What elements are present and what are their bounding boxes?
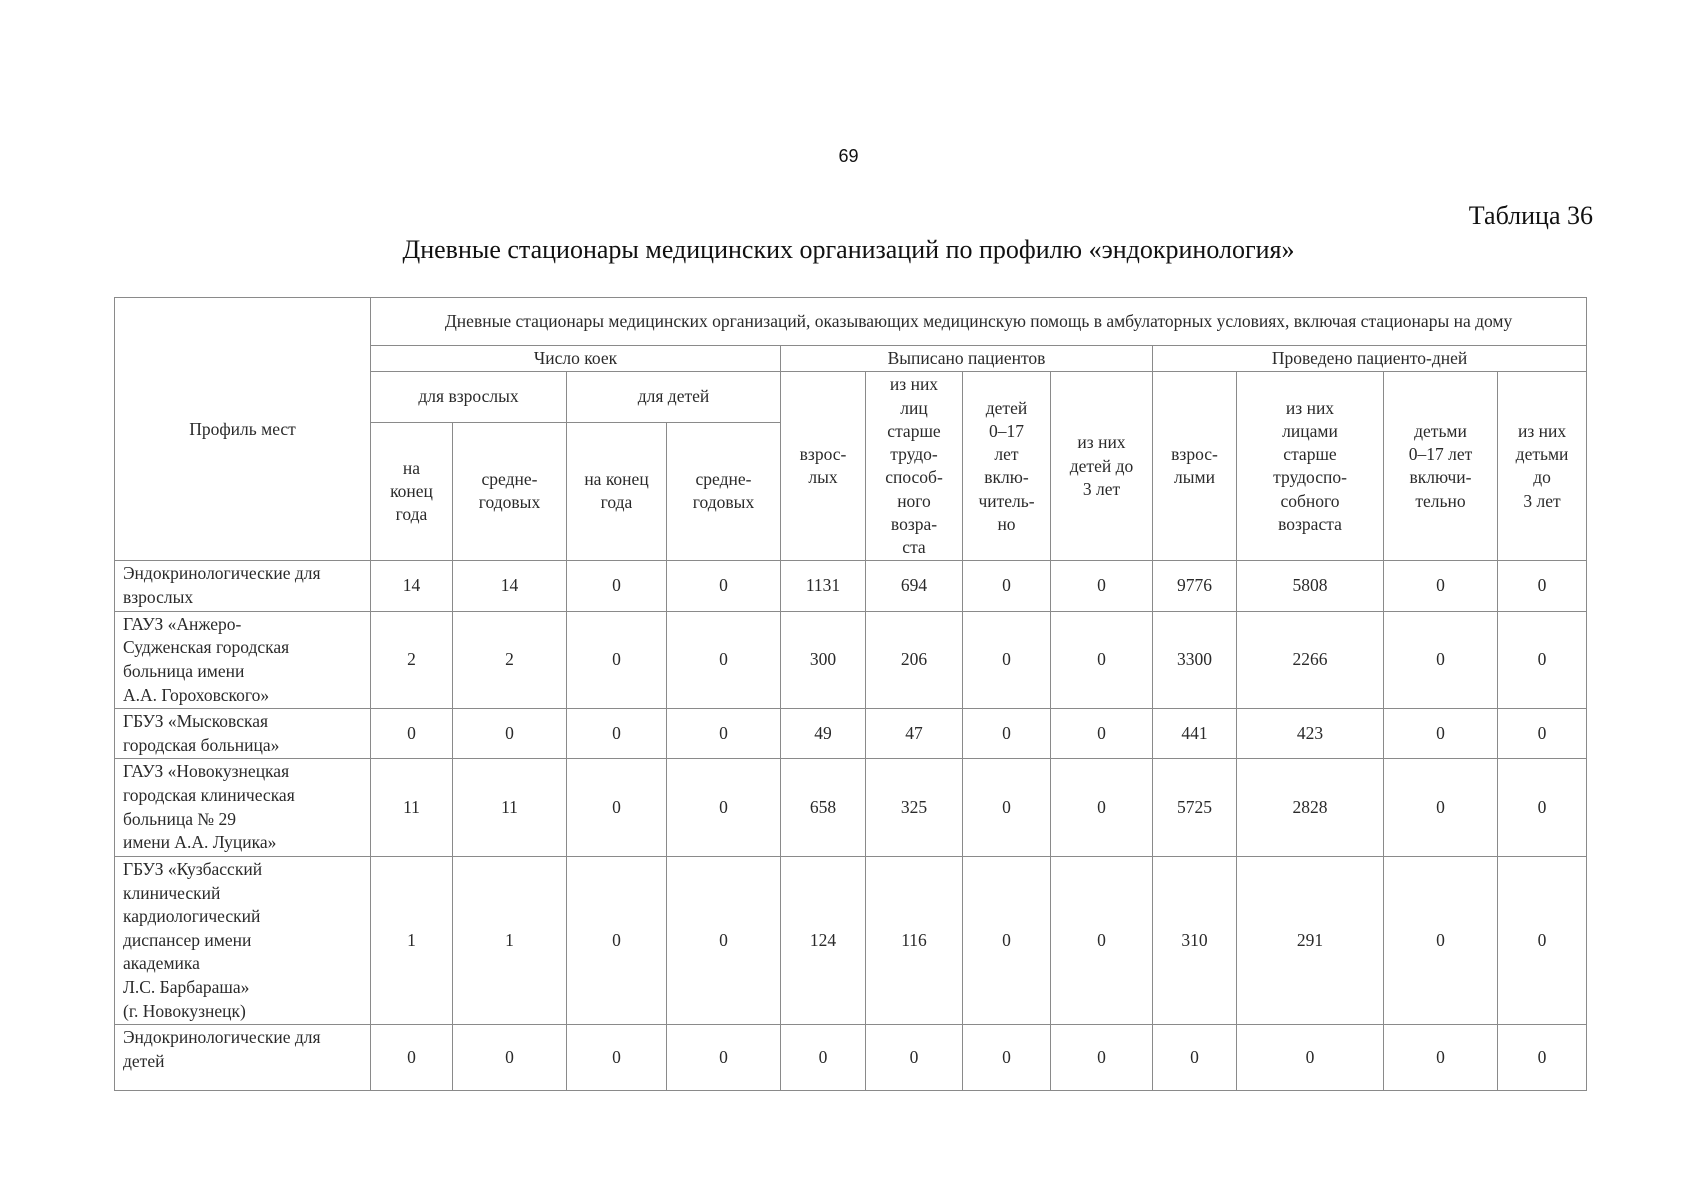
data-table xyxy=(114,297,1587,1091)
header-col-5: взрос- лых xyxy=(781,372,866,561)
row-value-col-1: 14 xyxy=(371,561,453,611)
row-value-col-2: 0 xyxy=(453,709,567,759)
row-value-col-6: 116 xyxy=(866,856,963,1024)
row-value-col-11: 0 xyxy=(1384,1025,1498,1091)
row-value-col-6: 694 xyxy=(866,561,963,611)
row-value-col-4: 0 xyxy=(667,856,781,1024)
table-row xyxy=(115,561,1587,611)
row-value-col-9: 3300 xyxy=(1153,611,1237,709)
table-row xyxy=(115,611,1587,709)
header-col-4: средне- годовых xyxy=(667,422,781,561)
row-value-col-7: 0 xyxy=(963,561,1051,611)
row-value-col-11: 0 xyxy=(1384,709,1498,759)
row-value-col-11: 0 xyxy=(1384,856,1498,1024)
row-value-col-7: 0 xyxy=(963,611,1051,709)
table-row xyxy=(115,856,1587,1024)
row-value-col-11: 0 xyxy=(1384,759,1498,857)
row-value-col-9: 0 xyxy=(1153,1025,1237,1091)
row-value-col-4: 0 xyxy=(667,759,781,857)
header-patient-days: Проведено пациенто-дней xyxy=(1153,346,1587,372)
header-col-9: взрос- лыми xyxy=(1153,372,1237,561)
row-value-col-8: 0 xyxy=(1051,709,1153,759)
document-title: Дневные стационары медицинских организаций по профилю «эндокринология» xyxy=(402,235,1295,264)
row-value-col-2: 0 xyxy=(453,1025,567,1091)
row-value-col-1: 0 xyxy=(371,1025,453,1091)
header-col-7: детей 0–17 лет вклю- читель- но xyxy=(963,372,1051,561)
row-value-col-9: 9776 xyxy=(1153,561,1237,611)
row-value-col-10: 0 xyxy=(1237,1025,1384,1091)
row-value-col-1: 0 xyxy=(371,709,453,759)
row-value-col-2: 2 xyxy=(453,611,567,709)
row-value-col-9: 5725 xyxy=(1153,759,1237,857)
row-value-col-1: 2 xyxy=(371,611,453,709)
row-value-col-12: 0 xyxy=(1498,856,1587,1024)
row-profile-name: ГБУЗ «Мысковская городская больница» xyxy=(115,709,371,759)
table-body xyxy=(115,561,1587,1091)
row-value-col-3: 0 xyxy=(567,709,667,759)
row-value-col-9: 310 xyxy=(1153,856,1237,1024)
row-value-col-1: 11 xyxy=(371,759,453,857)
table-label: Таблица 36 xyxy=(1468,201,1593,230)
header-group-main: Дневные стационары медицинских организаций, оказывающих медицинскую помощь в амбулаторных условиях, включая стационары на дому xyxy=(371,298,1587,346)
row-value-col-4: 0 xyxy=(667,709,781,759)
row-value-col-3: 0 xyxy=(567,1025,667,1091)
row-value-col-5: 49 xyxy=(781,709,866,759)
row-value-col-9: 441 xyxy=(1153,709,1237,759)
row-value-col-12: 0 xyxy=(1498,709,1587,759)
row-profile-name: ГАУЗ «Новокузнецкая городская клиническая больница № 29 имени А.А. Луцика» xyxy=(115,759,371,857)
row-profile-name: Эндокринологические для взрослых xyxy=(115,561,371,611)
row-value-col-7: 0 xyxy=(963,709,1051,759)
header-col-12: из них детьми до 3 лет xyxy=(1498,372,1587,561)
header-col-8: из них детей до 3 лет xyxy=(1051,372,1153,561)
header-beds: Число коек xyxy=(371,346,781,372)
row-profile-name: ГБУЗ «Кузбасский клинический кардиологический диспансер имени академика Л.С. Барбараша» (г. Новокузнецк) xyxy=(115,856,371,1024)
header-profile: Профиль мест xyxy=(115,298,371,561)
row-value-col-4: 0 xyxy=(667,561,781,611)
row-value-col-6: 206 xyxy=(866,611,963,709)
row-value-col-3: 0 xyxy=(567,561,667,611)
row-value-col-7: 0 xyxy=(963,856,1051,1024)
row-value-col-7: 0 xyxy=(963,1025,1051,1091)
row-value-col-2: 14 xyxy=(453,561,567,611)
row-value-col-10: 423 xyxy=(1237,709,1384,759)
row-value-col-12: 0 xyxy=(1498,611,1587,709)
row-value-col-10: 2828 xyxy=(1237,759,1384,857)
row-value-col-12: 0 xyxy=(1498,561,1587,611)
row-value-col-12: 0 xyxy=(1498,1025,1587,1091)
header-col-10: из них лицами старше трудоспо- собного возраста xyxy=(1237,372,1384,561)
row-value-col-3: 0 xyxy=(567,759,667,857)
row-value-col-11: 0 xyxy=(1384,611,1498,709)
header-discharged: Выписано пациентов xyxy=(781,346,1153,372)
row-value-col-3: 0 xyxy=(567,856,667,1024)
row-value-col-10: 2266 xyxy=(1237,611,1384,709)
row-value-col-7: 0 xyxy=(963,759,1051,857)
header-col-11: детьми 0–17 лет включи- тельно xyxy=(1384,372,1498,561)
header-col-1: на конец года xyxy=(371,422,453,561)
row-value-col-5: 124 xyxy=(781,856,866,1024)
header-col-3: на конец года xyxy=(567,422,667,561)
row-value-col-6: 0 xyxy=(866,1025,963,1091)
table-row xyxy=(115,709,1587,759)
row-value-col-6: 325 xyxy=(866,759,963,857)
page-number: 69 xyxy=(838,146,859,166)
header-col-2: средне- годовых xyxy=(453,422,567,561)
row-value-col-10: 291 xyxy=(1237,856,1384,1024)
row-value-col-12: 0 xyxy=(1498,759,1587,857)
row-value-col-6: 47 xyxy=(866,709,963,759)
header-for-children: для детей xyxy=(567,372,781,422)
row-value-col-8: 0 xyxy=(1051,561,1153,611)
row-value-col-5: 0 xyxy=(781,1025,866,1091)
row-value-col-10: 5808 xyxy=(1237,561,1384,611)
header-col-6: из них лиц старше трудо- способ- ного возра- ста xyxy=(866,372,963,561)
row-value-col-8: 0 xyxy=(1051,611,1153,709)
row-profile-name: Эндокринологические для детей xyxy=(115,1025,371,1091)
row-value-col-8: 0 xyxy=(1051,856,1153,1024)
row-value-col-5: 300 xyxy=(781,611,866,709)
row-value-col-4: 0 xyxy=(667,611,781,709)
row-value-col-5: 1131 xyxy=(781,561,866,611)
row-value-col-3: 0 xyxy=(567,611,667,709)
row-value-col-11: 0 xyxy=(1384,561,1498,611)
row-value-col-2: 11 xyxy=(453,759,567,857)
table-row xyxy=(115,759,1587,857)
row-value-col-8: 0 xyxy=(1051,1025,1153,1091)
row-profile-name: ГАУЗ «Анжеро- Судженская городская больница имени А.А. Гороховского» xyxy=(115,611,371,709)
row-value-col-5: 658 xyxy=(781,759,866,857)
row-value-col-2: 1 xyxy=(453,856,567,1024)
row-value-col-4: 0 xyxy=(667,1025,781,1091)
header-for-adults: для взрослых xyxy=(371,372,567,422)
table-row xyxy=(115,1025,1587,1091)
row-value-col-1: 1 xyxy=(371,856,453,1024)
row-value-col-8: 0 xyxy=(1051,759,1153,857)
